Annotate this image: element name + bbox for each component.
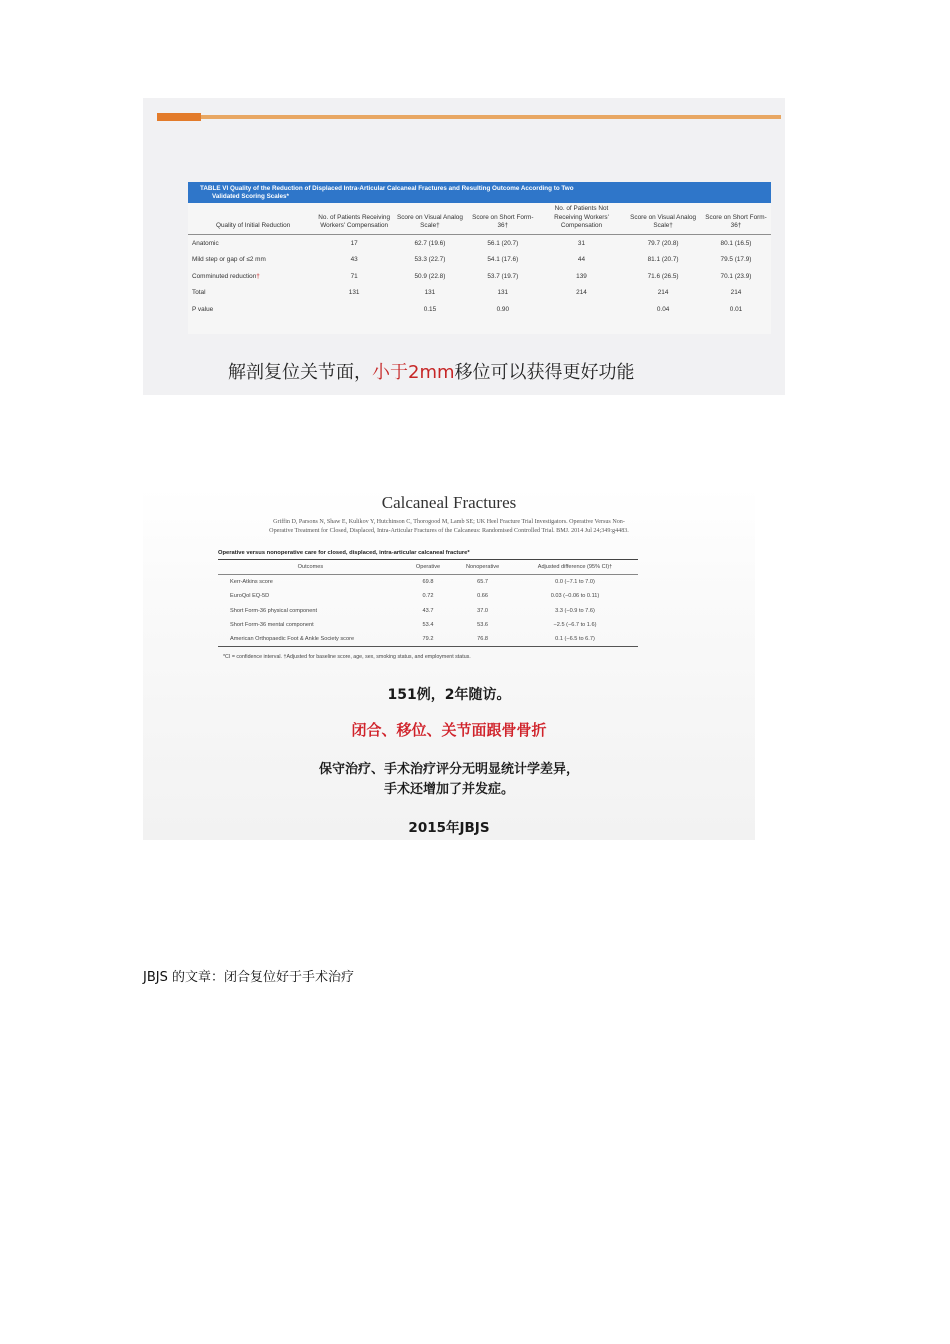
table-row xyxy=(218,632,638,647)
header-cell: Quality of Initial Reduction xyxy=(188,203,316,234)
header-cell: No. of Patients Receiving Workers' Compensation xyxy=(316,203,392,234)
table-cell xyxy=(316,301,392,318)
table-row xyxy=(188,234,771,251)
table-cell: 0.01 xyxy=(729,305,743,313)
table-cell: 0.15 xyxy=(423,305,437,313)
table-cell: 131 xyxy=(424,289,436,297)
table-cell: 53.7 (19.7) xyxy=(487,272,519,280)
table-cell: 139 xyxy=(576,272,587,280)
table-cell: Short Form-36 physical component xyxy=(230,607,318,614)
table-row xyxy=(218,618,638,632)
table-caption-line2: Validated Scoring Scales* xyxy=(212,193,289,200)
table-cell: 131 xyxy=(348,289,360,297)
table-cell: 214 xyxy=(730,289,742,297)
table-caption-line1: TABLE VI Quality of the Reduction of Displaced Intra-Articular Calcaneal Fractures and Resulting Outcome According to Two xyxy=(200,185,574,192)
table-cell: 44 xyxy=(577,256,586,264)
table-row xyxy=(188,301,771,318)
subtitle-highlight: 小于2mm xyxy=(372,362,455,383)
table-cell: 37.0 xyxy=(477,607,489,614)
citation-line1: Griffin D, Parsons N, Shaw E, Kulikov Y, Hutchinson C, Thorogood M, Lamb SE; UK Heel Fracture Trial Investigators. Operative Versus Non- xyxy=(273,519,625,525)
slide2-citation xyxy=(193,518,705,536)
citation-line2: Operative Treatment for Closed, Displaced, Intra-Articular Fractures of the Calcaneus: Randomised Controlled Trial. BMJ. 2014 Jul 24;349:g4483. xyxy=(269,528,629,534)
dagger-mark: † xyxy=(256,272,260,280)
table-row xyxy=(218,604,638,618)
table-footnote: *CI = confidence interval. †Adjusted for baseline score, age, sex, smoking status, and employment status. xyxy=(223,654,471,661)
table-header-row xyxy=(218,560,638,575)
body-paragraph: JBJS 的文章：闭合复位好于手术治疗 xyxy=(143,970,354,985)
table-cell: 80.1 (16.5) xyxy=(720,239,752,247)
table-row xyxy=(188,268,771,285)
table-row xyxy=(188,251,771,268)
slide-top-rule xyxy=(157,115,781,119)
table-caption: Operative versus nonoperative care for closed, displaced, intra-articular calcaneal fracture* xyxy=(218,550,638,560)
table-cell: 79.7 (20.8) xyxy=(647,239,679,247)
table-cell: 0.04 xyxy=(656,305,670,313)
table-cell: 0.90 xyxy=(496,305,510,313)
header-cell: Score on Short Form-36† xyxy=(701,203,771,234)
table-caption xyxy=(188,182,771,203)
table-cell: 0.66 xyxy=(477,593,489,600)
table-cell: 54.1 (17.6) xyxy=(487,256,519,264)
table-cell: 70.1 (23.9) xyxy=(720,272,752,280)
table-cell: Total xyxy=(192,289,206,297)
header-cell: Adjusted difference (95% CI)† xyxy=(512,560,638,575)
table-cell: 71 xyxy=(350,272,358,280)
table-row xyxy=(218,589,638,603)
header-cell: Score on Short Form-36† xyxy=(468,203,538,234)
table-cell: 79.2 xyxy=(403,632,453,647)
table-cell: 31 xyxy=(577,239,586,247)
table-cell: 131 xyxy=(497,289,509,297)
subtitle-part1: 解剖复位关节面， xyxy=(228,362,372,383)
table-cell xyxy=(538,301,625,318)
table-cell: 53.3 (22.7) xyxy=(414,256,446,264)
table-reduction-quality xyxy=(188,182,771,334)
fracture-type-highlight: 闭合、移位、关节面跟骨骨折 xyxy=(351,721,547,739)
table-cell: 17 xyxy=(350,239,358,247)
table-cell: 62.7 (19.6) xyxy=(414,239,446,247)
header-cell: No. of Patients Not Receiving Workers' Compensation xyxy=(538,203,625,234)
slide1-subtitle xyxy=(228,358,635,384)
header-cell: Operative xyxy=(403,560,453,575)
conclusion-line1: 保守治疗、手术治疗评分无明显统计学差异， xyxy=(318,762,579,777)
slide-reduction-quality xyxy=(143,98,785,395)
table-cell: 79.5 (17.9) xyxy=(720,256,752,264)
table-cell: 214 xyxy=(657,289,669,297)
table-cell: 0.0 (−7.1 to 7.0) xyxy=(555,579,595,586)
table-cell: 0.1 (−6.5 to 6.7) xyxy=(512,632,638,647)
table-cell: 71.6 (26.5) xyxy=(647,272,679,280)
table-cell xyxy=(188,268,316,285)
table-cell: 0.03 (−0.06 to 0.11) xyxy=(550,593,600,600)
table-cell: Anatomic xyxy=(192,239,219,247)
subtitle-part3: 移位可以获得更好功能 xyxy=(454,362,635,383)
table-header-row xyxy=(188,203,771,234)
header-cell: Outcomes xyxy=(218,560,403,575)
table-cell: 214 xyxy=(576,289,587,297)
table-cell: 53.6 xyxy=(477,622,489,629)
slide2-title: Calcaneal Fractures xyxy=(381,493,517,512)
table-cell: 3.3 (−0.9 to 7.6) xyxy=(555,607,595,614)
followup-summary: 151例，2年随访。 xyxy=(387,687,511,703)
source-year: 2015年JBJS xyxy=(408,820,490,836)
table-cell: 81.1 (20.7) xyxy=(647,256,679,264)
header-cell: Score on Visual Analog Scale† xyxy=(625,203,701,234)
row-label: Comminuted reduction xyxy=(192,272,257,280)
table-cell: 69.8 xyxy=(422,579,434,586)
table-cell: Kerr-Atkins score xyxy=(230,579,273,586)
table-cell: 76.8 xyxy=(453,632,512,647)
table-cell: 56.1 (20.7) xyxy=(487,239,519,247)
table-cell: P value xyxy=(192,305,214,313)
slide-top-rule-accent xyxy=(157,113,201,121)
table-cell: American Orthopaedic Foot & Ankle Society score xyxy=(218,632,403,647)
table-operative-vs-nonoperative xyxy=(218,550,638,660)
table-cell: Short Form-36 mental component xyxy=(230,622,314,629)
table-cell: 43 xyxy=(350,256,358,264)
table-cell: EuroQol EQ-5D xyxy=(230,593,270,600)
header-cell: Nonoperative xyxy=(453,560,512,575)
table-row xyxy=(218,575,638,590)
table-cell: 53.4 xyxy=(422,622,434,629)
table-cell: 50.9 (22.8) xyxy=(414,272,446,280)
table-cell: −2.5 (−6.7 to 1.6) xyxy=(553,622,597,629)
table-cell: 43.7 xyxy=(422,607,434,614)
table-cell: 65.7 xyxy=(477,579,489,586)
table-cell: Mild step or gap of ≤2 mm xyxy=(192,256,266,264)
table-cell: 0.72 xyxy=(422,593,434,600)
conclusion-line2: 手术还增加了并发症。 xyxy=(383,782,514,797)
header-cell: Score on Visual Analog Scale† xyxy=(392,203,468,234)
table-row xyxy=(188,285,771,302)
slide-calcaneal-fractures xyxy=(143,487,755,840)
